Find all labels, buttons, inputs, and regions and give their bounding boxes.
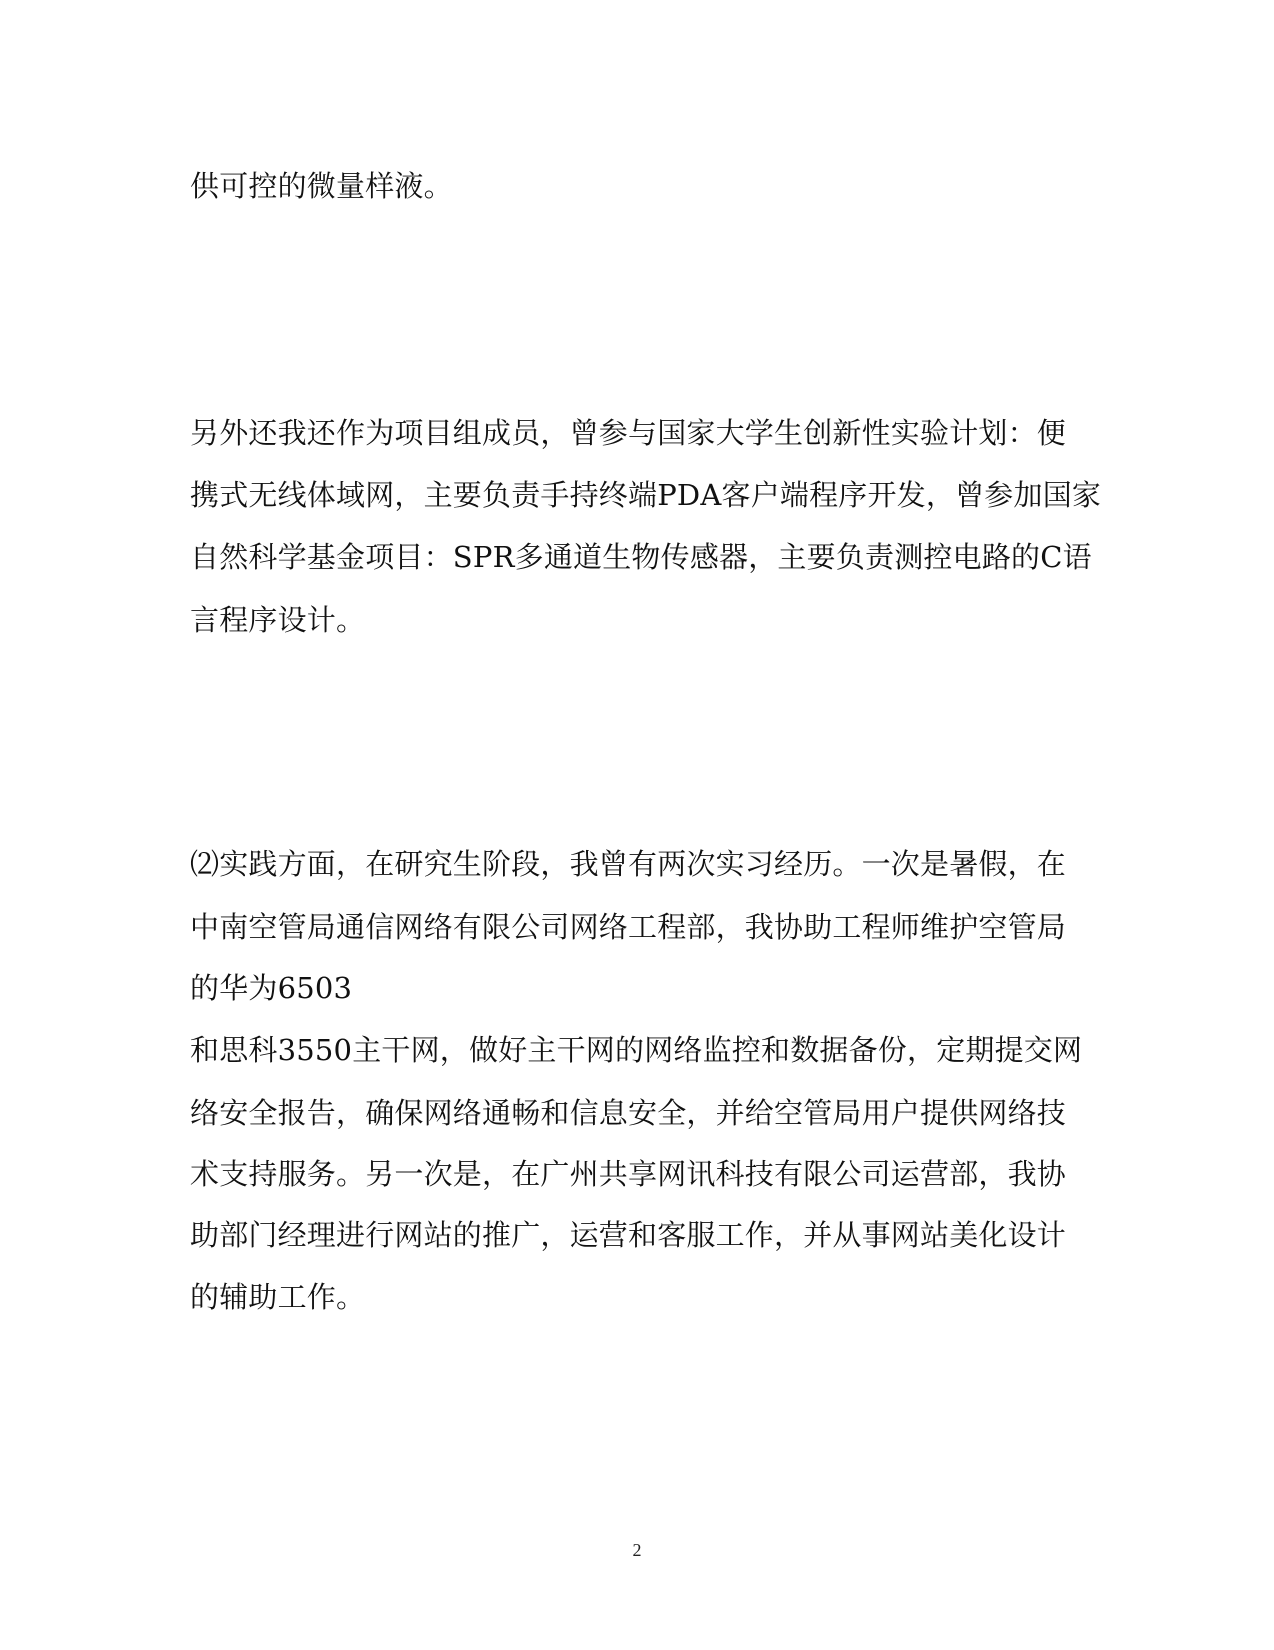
paragraph-2-line-3: 自然科学基金项目：SPR多通道生物传感器，主要负责测控电路的C语 bbox=[190, 540, 1092, 574]
paragraph-3-line-4: 和思科3550主干网，做好主干网的网络监控和数据备份，定期提交网 bbox=[190, 1033, 1083, 1067]
paragraph-3-line-5: 络安全报告，确保网络通畅和信息安全，并给空管局用户提供网络技 bbox=[190, 1096, 1067, 1130]
paragraph-2-line-4: 言程序设计。 bbox=[190, 603, 366, 637]
paragraph-3-line-3: 的华为6503 bbox=[190, 971, 353, 1005]
paragraph-3-line-8: 的辅助工作。 bbox=[190, 1280, 366, 1314]
paragraph-3-line-2: 中南空管局通信网络有限公司网络工程部，我协助工程师维护空管局 bbox=[190, 910, 1067, 944]
paragraph-2-line-2: 携式无线体域网，主要负责手持终端PDA客户端程序开发，曾参加国家 bbox=[190, 478, 1102, 512]
paragraph-3-line-6: 术支持服务。另一次是，在广州共享网讯科技有限公司运营部，我协 bbox=[190, 1157, 1067, 1191]
paragraph-1-line-1: 供可控的微量样液。 bbox=[190, 169, 453, 203]
paragraph-2-line-1: 另外还我还作为项目组成员，曾参与国家大学生创新性实验计划：便 bbox=[190, 416, 1067, 450]
paragraph-3-line-1: ⑵实践方面，在研究生阶段，我曾有两次实习经历。一次是暑假，在 bbox=[190, 847, 1067, 881]
page-number: 2 bbox=[632, 1540, 642, 1560]
paragraph-3-line-7: 助部门经理进行网站的推广，运营和客服工作，并从事网站美化设计 bbox=[190, 1218, 1067, 1252]
